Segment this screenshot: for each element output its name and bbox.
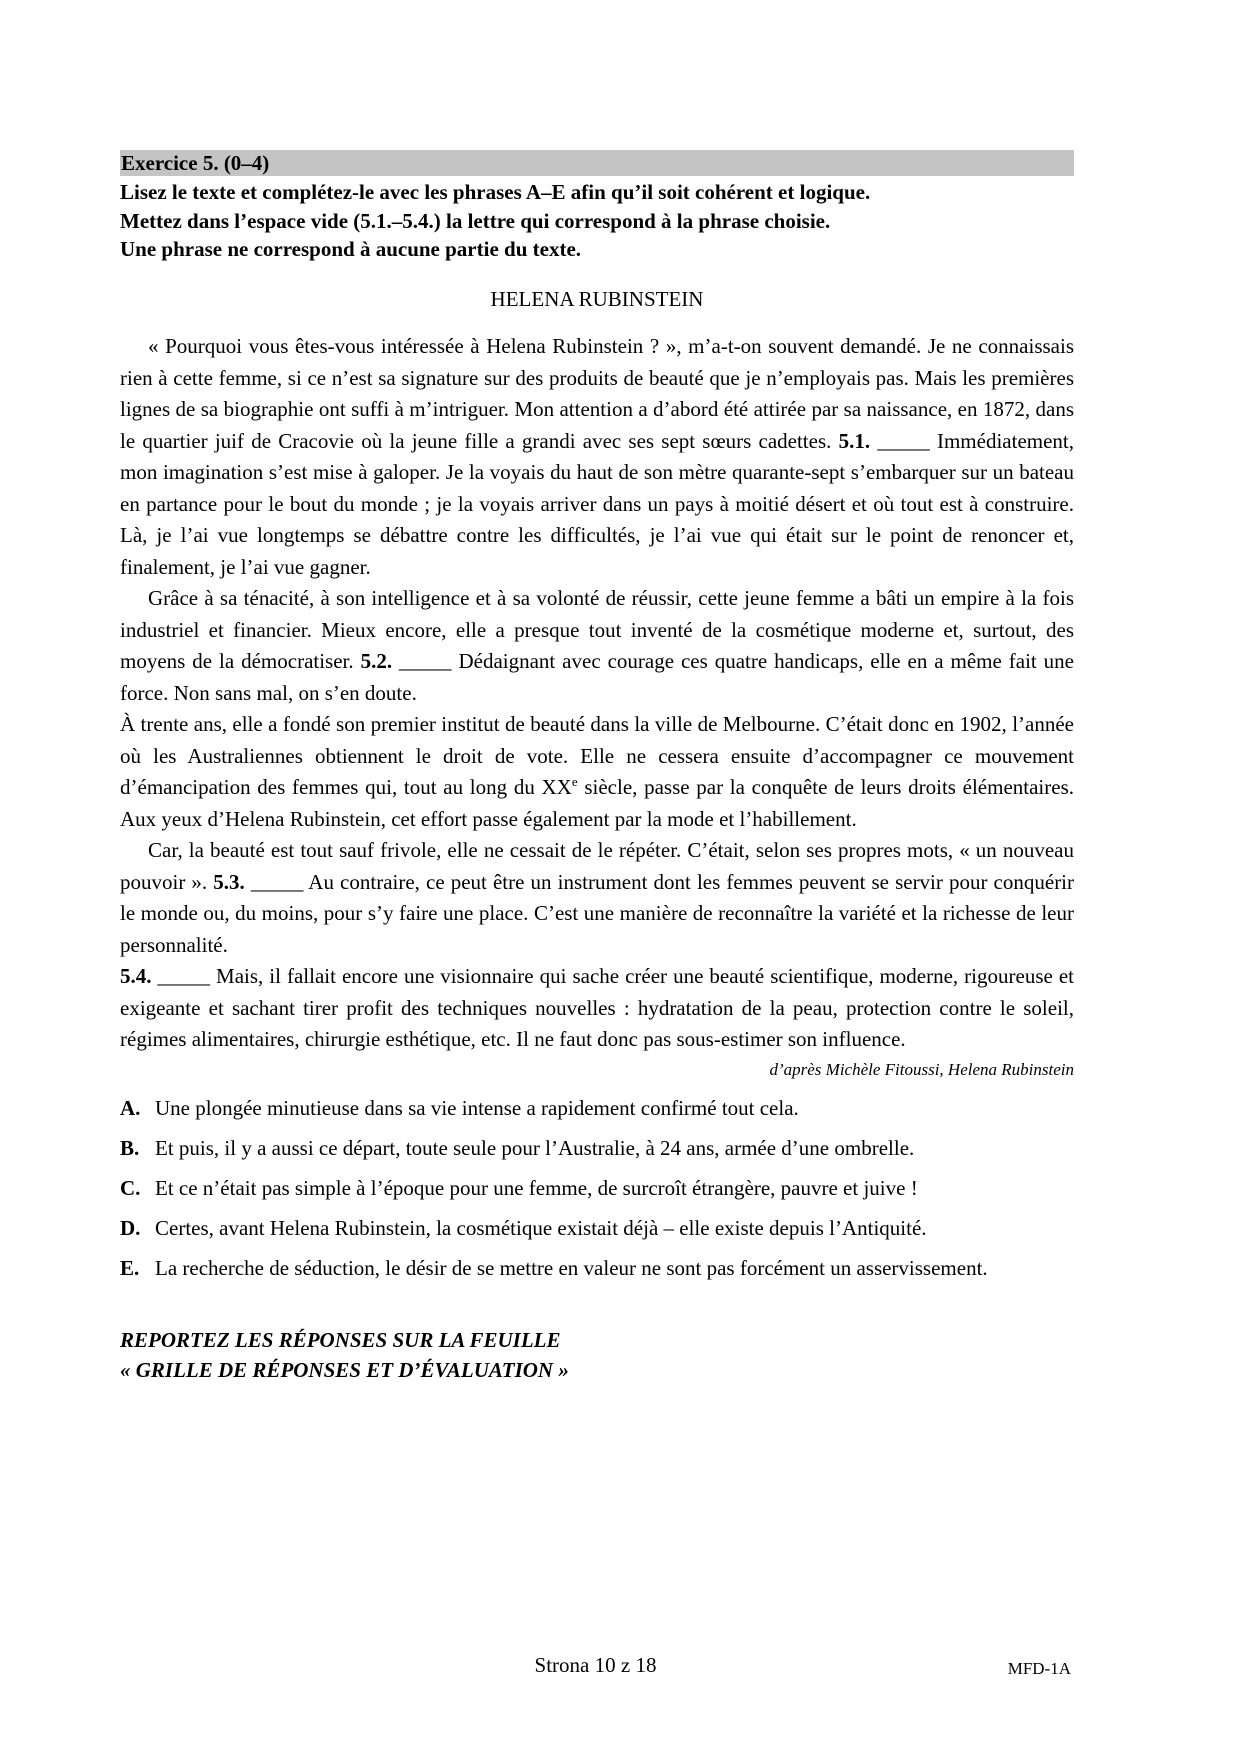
exam-page: [120, 150, 1074, 1385]
instructions: [120, 178, 1074, 264]
gap-5-1-blank[interactable]: _____: [877, 428, 930, 453]
option-a: [120, 1094, 1074, 1123]
option-d: [120, 1214, 1074, 1243]
option-text: Et puis, il y a aussi ce départ, toute seule pour l’Australie, à 24 ans, armée d’une ombrelle.: [155, 1135, 915, 1160]
exercise-title: Exercice 5. (0–4): [120, 150, 1074, 176]
gap-5-2-blank[interactable]: _____: [399, 649, 452, 673]
option-c: [120, 1174, 1074, 1203]
report-notice: [120, 1325, 1074, 1385]
superscript: e: [571, 774, 578, 789]
text-segment: Car, la beauté est tout sauf frivole, elle ne cessait de le répéter. C’était, selon ses propres mots, « un nouveau pouvoir ».: [120, 838, 1074, 894]
options-list: [120, 1094, 1074, 1283]
gap-5-3-blank[interactable]: _____: [250, 869, 304, 894]
text-segment: « Pourquoi vous êtes-vous intéressée à Helena Rubinstein ? », m’a-t-on souvent demandé. Je ne connaissais rien à cette femme, si ce n’est sa signature sur des produits de beauté que je n’employais pas. Mais les premières lignes de sa biographie ont suffi à m’intriguer. Mon attention a d’abord été attirée par sa naissance, en 1872, dans le quartier juif de Cracovie où la jeune fille a grandi avec ses sept sœurs cadettes.: [120, 334, 1074, 453]
gap-5-4-blank[interactable]: _____: [157, 964, 211, 988]
option-letter: E.: [120, 1255, 140, 1280]
text-segment: Grâce à sa ténacité, à son intelligence et à sa volonté de réussir, cette jeune femme a bâti un empire à la fois industriel et financier. Mieux encore, elle a presque tout inventé de la cosmétique moderne et, surtout, des moyens de la démocratiser.: [120, 586, 1074, 673]
source-citation: d’après Michèle Fitoussi, Helena Rubinstein: [769, 1059, 1074, 1079]
text-segment: Au contraire, ce peut être un instrument dont les femmes peuvent se servir pour conquérir le monde ou, du moins, pour s’y faire une place. C’est une manière de reconnaître la variété et la richesse de leur personnalité.: [120, 869, 1075, 957]
gap-5-4-label: 5.4.: [120, 964, 152, 988]
option-text: Certes, avant Helena Rubinstein, la cosmétique existait déjà – elle existe depuis l’Antiquité.: [155, 1215, 927, 1240]
paragraph-1: [120, 331, 1074, 583]
report-line: REPORTEZ LES RÉPONSES SUR LA FEUILLE: [120, 1327, 561, 1352]
instruction-line: Une phrase ne correspond à aucune partie du texte.: [120, 237, 582, 261]
gap-5-1-label: 5.1.: [838, 428, 871, 453]
text-title: HELENA RUBINSTEIN: [490, 286, 704, 311]
option-text: Et ce n’était pas simple à l’époque pour une femme, de surcroît étrangère, pauvre et juive !: [155, 1175, 918, 1200]
text-segment: Immédiatement, mon imagination s’est mise à galoper. Je la voyais du haut de son mètre quarante-sept s’embarquer sur un bateau en partance pour le bout du monde ; je la voyais arriver dans un pays à moitié désert et où tout est à construire. Là, je l’ai vue longtemps se débattre contre les difficultés, je l’ai vue qui était sur le point de renoncer et, finalement, je l’ai vue gagner.: [120, 428, 1075, 579]
paragraph-4: [120, 835, 1074, 961]
instruction-line: Mettez dans l’espace vide (5.1.–5.4.) la lettre qui correspond à la phrase choisie.: [120, 208, 831, 233]
page-number: Strona 10 z 18: [534, 1653, 657, 1677]
text-segment: À trente ans, elle a fondé son premier institut de beauté dans la ville de Melbourne. C’était donc en 1902, l’année où les Australiennes obtiennent le droit de vote. Elle ne cessera ensuite d’accompagner ce mouvement d’émancipation des femmes qui, tout au long du XX: [120, 712, 1074, 799]
gap-5-2-label: 5.2.: [360, 649, 393, 673]
text-segment: Dédaignant avec courage ces quatre handicaps, elle en a même fait une force. Non sans mal, on s’en doute.: [120, 649, 1074, 705]
option-b: [120, 1134, 1074, 1163]
paragraph-5: [120, 961, 1074, 1056]
option-letter: A.: [120, 1095, 141, 1120]
paragraph-3: [120, 709, 1074, 835]
text-segment: siècle, passe par la conquête de leurs droits élémentaires. Aux yeux d’Helena Rubinstein, cet effort passe également par la mode et l’habillement.: [120, 775, 1075, 831]
option-e: [120, 1254, 1074, 1283]
gap-5-3-label: 5.3.: [213, 869, 245, 894]
option-text: Une plongée minutieuse dans sa vie intense a rapidement confirmé tout cela.: [155, 1095, 799, 1120]
option-letter: B.: [120, 1135, 140, 1160]
text-segment: Mais, il fallait encore une visionnaire qui sache créer une beauté scientifique, moderne, rigoureuse et exigeante et sachant tirer profit des techniques nouvelles : hydratation de la peau, protection contre le soleil, régimes alimentaires, chirurgie esthétique, etc. Il ne faut donc pas sous-estimer son influence.: [120, 964, 1074, 1051]
page-footer: [0, 1650, 1241, 1680]
exam-code: MFD-1A: [1007, 1659, 1071, 1678]
reading-text: [120, 331, 1074, 1056]
option-text: La recherche de séduction, le désir de se mettre en valeur ne sont pas forcément un asservissement.: [155, 1255, 988, 1280]
report-line: « GRILLE DE RÉPONSES ET D’ÉVALUATION »: [120, 1357, 569, 1382]
option-letter: C.: [120, 1175, 141, 1200]
option-letter: D.: [120, 1215, 141, 1240]
paragraph-2: [120, 583, 1074, 709]
instruction-line: Lisez le texte et complétez-le avec les phrases A–E afin qu’il soit cohérent et logique.: [120, 180, 871, 204]
